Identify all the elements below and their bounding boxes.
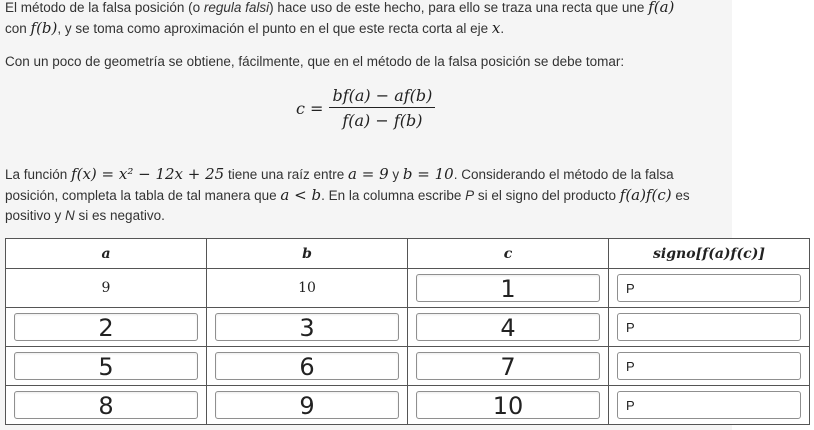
problem-text: y: [388, 167, 403, 182]
formula-denominator: f(a) − f(b): [342, 111, 423, 130]
a-input[interactable]: 2: [14, 313, 198, 341]
intro-text: con: [5, 21, 31, 36]
b-input[interactable]: 6: [215, 352, 399, 380]
header-a: a: [6, 239, 207, 269]
math-x: x: [491, 19, 501, 37]
problem-text: positivo y: [5, 208, 66, 223]
b-input[interactable]: 9: [215, 391, 399, 419]
cell-b: [207, 347, 408, 386]
problem-paragraph: [5, 164, 690, 226]
intro-text: ) hace uso de este hecho, para ello se traza una recta que une: [269, 0, 649, 15]
signo-input[interactable]: P: [617, 391, 801, 419]
problem-italic-n: N: [65, 208, 75, 223]
table-row: [6, 269, 810, 308]
signo-input[interactable]: P: [617, 352, 801, 380]
header-c: c: [408, 239, 609, 269]
cell-c: [408, 386, 609, 425]
geometry-paragraph: Con un poco de geometría se obtiene, fácilmente, que en el método de la falsa posición se debe tomar:: [5, 54, 625, 69]
formula-lhs: c =: [296, 98, 324, 118]
cell-c: [408, 347, 609, 386]
problem-text: si el signo del producto: [474, 188, 620, 203]
signo-input[interactable]: P: [617, 313, 801, 341]
problem-text: es: [671, 188, 690, 203]
table-header-row: [6, 239, 810, 269]
b-input[interactable]: 3: [215, 313, 399, 341]
cell-b: [207, 308, 408, 347]
cell-signo: [609, 308, 810, 347]
cell-c: [408, 269, 609, 308]
c-input[interactable]: 4: [416, 313, 600, 341]
math-fa: f(a): [648, 0, 675, 16]
problem-text: . Considerando el método de la falsa: [453, 167, 674, 182]
cell-signo: [609, 269, 810, 308]
math-function: f(x) = x² − 12x + 25: [71, 165, 225, 183]
a-input[interactable]: 8: [14, 391, 198, 419]
intro-paragraph: [5, 0, 674, 39]
problem-text: La función: [5, 167, 72, 182]
c-input[interactable]: 1: [416, 274, 600, 302]
formula-numerator: bf(a) − af(b): [329, 86, 435, 108]
cell-a: 9: [6, 269, 207, 308]
c-input[interactable]: 7: [416, 352, 600, 380]
table-row: [6, 386, 810, 425]
cell-signo: [609, 386, 810, 425]
math-a-less-b: a < b: [280, 186, 322, 204]
falsa-posicion-formula: [296, 86, 435, 130]
intro-text: .: [500, 21, 505, 36]
problem-text: posición, completa la tabla de tal manera que: [5, 188, 281, 203]
a-input[interactable]: 5: [14, 352, 198, 380]
math-b-value: b = 10: [402, 165, 454, 183]
table-row: [6, 347, 810, 386]
header-signo: signo[f(a)f(c)]: [609, 239, 810, 269]
intro-text: , y se toma como aproximación el punto en el que este recta corta al eje: [57, 21, 492, 36]
problem-italic-p: P: [465, 188, 475, 203]
intro-italic-text: regula falsi: [203, 0, 270, 15]
cell-c: [408, 308, 609, 347]
intro-text: El método de la falsa posición (o: [5, 0, 204, 15]
formula-fraction: [329, 86, 435, 130]
math-a-value: a = 9: [348, 165, 389, 183]
problem-text: . En la columna escribe: [321, 188, 466, 203]
signo-input[interactable]: P: [617, 274, 801, 302]
problem-text: si es negativo.: [74, 208, 165, 223]
table-row: [6, 308, 810, 347]
problem-text: tiene una raíz entre: [224, 167, 349, 182]
math-fb: f(b): [30, 19, 58, 37]
falsa-posicion-table: [5, 238, 810, 425]
header-b: b: [207, 239, 408, 269]
cell-a: [6, 386, 207, 425]
cell-b: 10: [207, 269, 408, 308]
cell-signo: [609, 347, 810, 386]
c-input[interactable]: 10: [416, 391, 600, 419]
math-product: f(a)f(c): [619, 186, 672, 204]
cell-b: [207, 386, 408, 425]
cell-a: [6, 347, 207, 386]
cell-a: [6, 308, 207, 347]
